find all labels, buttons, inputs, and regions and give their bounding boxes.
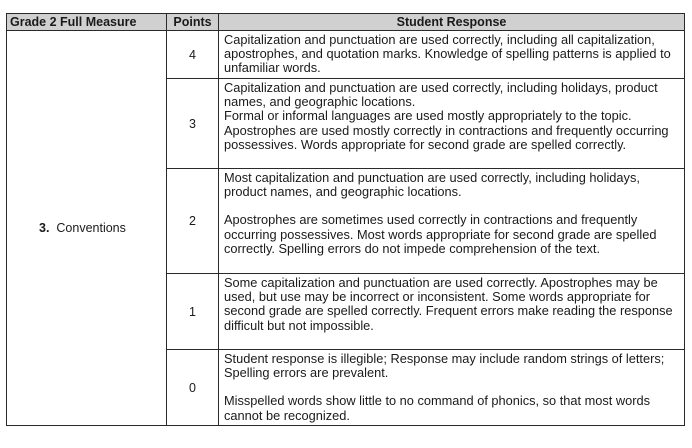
points-cell: 0 (167, 350, 219, 426)
response-text: Some capitalization and punctuation are used correctly. Apostrophes may be used, but use may be incorrect or inconsistent. Some words appropriate for second grade are spelled correctly. Frequent errors make reading the response difficult but not impossible. (224, 275, 673, 333)
response-cell (219, 169, 685, 274)
paragraph-gap (224, 199, 678, 213)
response-cell (219, 274, 685, 350)
response-cell (219, 79, 685, 169)
response-cell (219, 31, 685, 79)
points-cell: 3 (167, 79, 219, 169)
points-cell: 1 (167, 274, 219, 350)
criterion-name: Conventions (56, 221, 126, 235)
header-response: Student Response (219, 14, 685, 31)
response-text: Formal or informal languages are used mostly appropriately to the topic. Apostrophes are used mostly correctly in contractions and frequently occurring possessives. Words appropriate for second grade are spelled correctly. (224, 108, 669, 152)
criterion-number: 3. (39, 221, 50, 235)
table-row (7, 31, 685, 79)
rubric-table (6, 13, 685, 426)
response-text: Most capitalization and punctuation are used correctly, including holidays, product names, and geographic locations. (224, 170, 640, 200)
criterion-cell (7, 31, 167, 426)
response-text: Apostrophes are sometimes used correctly in contractions and frequently occurring possessives. Most words appropriate for second grade are spelled correctly. Spelling errors do not impede comprehension of the text. (224, 212, 657, 256)
header-row (7, 14, 685, 31)
header-measure: Grade 2 Full Measure (7, 14, 167, 31)
response-text: Student response is illegible; Response may include random strings of letters; Spelling errors are prevalent. (224, 351, 665, 381)
header-points: Points (167, 14, 219, 31)
response-cell (219, 350, 685, 426)
response-text: Misspelled words show little to no command of phonics, so that most words cannot be recognized. (224, 393, 651, 423)
paragraph-gap (224, 380, 678, 394)
response-text: Capitalization and punctuation are used correctly, including all capitalization, apostrophes, and quotation marks. Knowledge of spelling patterns is applied to unfamiliar words. (224, 32, 671, 76)
points-cell: 2 (167, 169, 219, 274)
points-cell: 4 (167, 31, 219, 79)
response-text: Capitalization and punctuation are used correctly, including holidays, product names, and geographic locations. (224, 80, 658, 110)
